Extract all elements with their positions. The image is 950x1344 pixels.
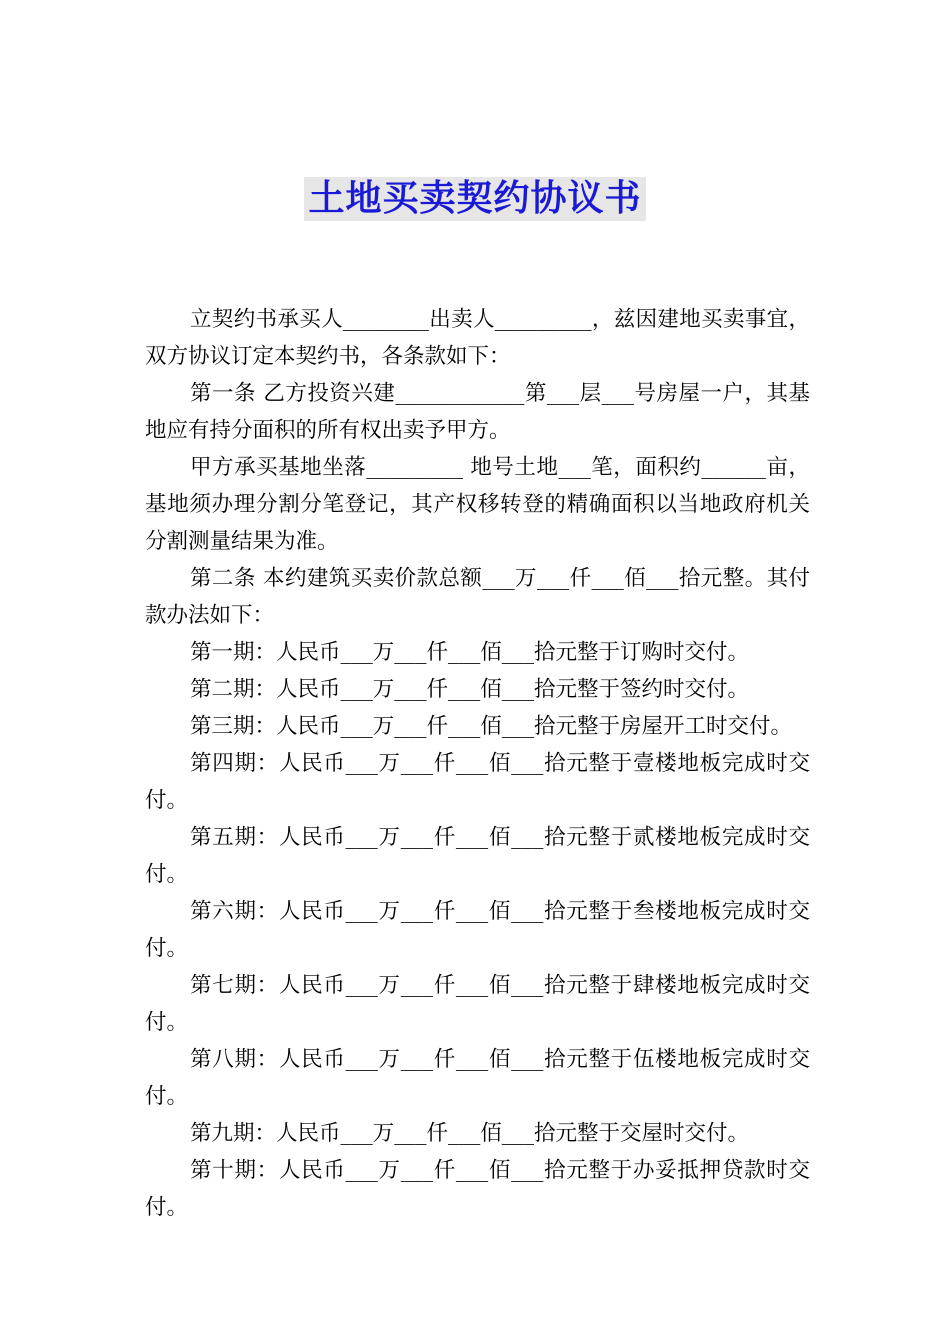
paragraph-land-location: 甲方承买基地坐落_________ 地号土地___笔，面积约______亩，基地须办理分割分笔登记，其产权移转登的精确面积以当地政府机关分割测量结果为准。 [145,455,810,554]
payment-stage-4: 第四期：人民币___万___仟___佰___拾元整于壹楼地板完成时交付。 [145,751,810,813]
title-container [0,177,950,221]
payment-stage-5: 第五期：人民币___万___仟___佰___拾元整于贰楼地板完成时交付。 [145,825,810,887]
payment-stage-2: 第二期：人民币___万___仟___佰___拾元整于签约时交付。 [190,677,750,702]
payment-stage-10: 第十期：人民币___万___仟___佰___拾元整于办妥抵押贷款时交付。 [145,1158,810,1220]
payment-stage-9: 第九期：人民币___万___仟___佰___拾元整于交屋时交付。 [190,1121,750,1146]
payment-stage-3: 第三期：人民币___万___仟___佰___拾元整于房屋开工时交付。 [190,714,793,739]
paragraph-article-1: 第一条 乙方投资兴建____________第___层___号房屋一户，其基地应有持分面积的所有权出卖予甲方。 [145,381,810,443]
document-title: 土地买卖契约协议书 [304,177,645,221]
payment-stage-8: 第八期：人民币___万___仟___佰___拾元整于伍楼地板完成时交付。 [145,1047,810,1109]
payment-stage-6: 第六期：人民币___万___仟___佰___拾元整于叁楼地板完成时交付。 [145,899,810,961]
paragraph-intro: 立契约书承买人________出卖人_________，兹因建地买卖事宜，双方协议订定本契约书，各条款如下： [145,307,810,369]
document-body [145,301,810,1226]
paragraph-article-2: 第二条 本约建筑买卖价款总额___万___仟___佰___拾元整。其付款办法如下： [145,566,810,628]
payment-stage-1: 第一期：人民币___万___仟___佰___拾元整于订购时交付。 [190,640,750,665]
payment-stage-7: 第七期：人民币___万___仟___佰___拾元整于肆楼地板完成时交付。 [145,973,810,1035]
